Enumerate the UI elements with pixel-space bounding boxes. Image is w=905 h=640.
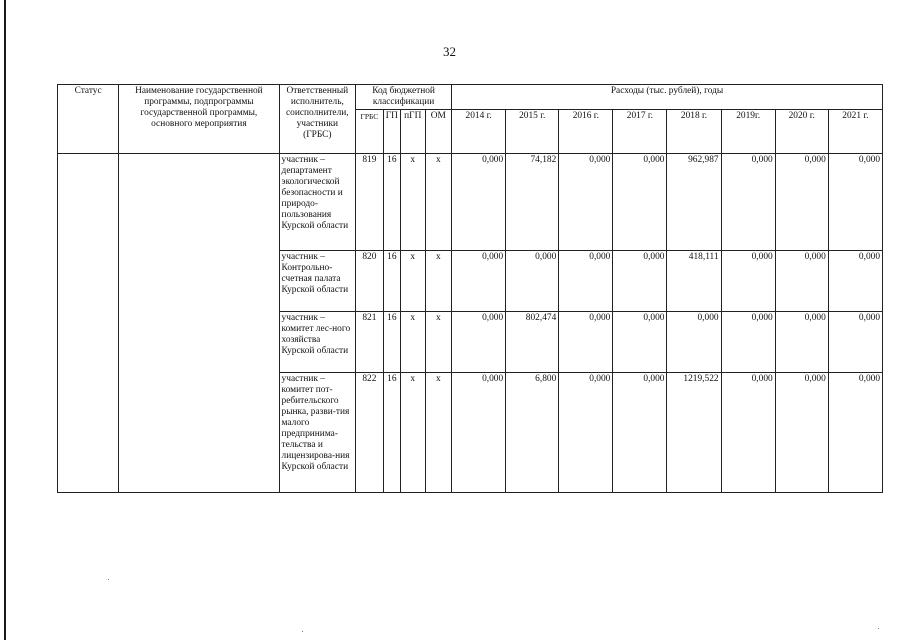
expense-cell: 0,000 [452,251,506,312]
expense-cell: 0,000 [506,251,559,312]
participant-cell: участник – департамент экологической безопасности и природо-пользования Курской области [279,154,356,251]
scan-speck [302,631,303,632]
participant-cell: участник – комитет лес-ного хозяйства Курской области [279,312,356,373]
header-year: 2017 г. [613,110,667,154]
pgp-cell: х [401,312,426,373]
scan-speck [108,579,109,580]
header-expenses: Расходы (тыс. рублей), годы [452,85,883,110]
expense-cell: 0,000 [613,251,667,312]
expense-cell: 0,000 [828,312,882,373]
header-year: 2021 г. [828,110,882,154]
header-gp: ГП [383,110,400,154]
scan-edge-line [4,0,6,640]
header-responsible: Ответственный исполнитель, соисполнители, участники (ГРБС) [279,85,356,154]
expense-cell: 0,000 [828,251,882,312]
budget-table [57,84,883,493]
expense-cell: 0,000 [828,154,882,251]
expense-cell: 0,000 [721,373,775,493]
expense-cell: 0,000 [452,154,506,251]
page-number: 32 [443,44,456,59]
header-status: Статус [58,85,119,154]
header-year: 2014 г. [452,110,506,154]
program-name-cell [119,154,279,493]
om-cell: х [425,154,452,251]
scan-speck [878,628,879,629]
header-budget-code: Код бюджетной классификации [356,85,452,110]
header-row [58,85,883,110]
grbs-cell: 819 [356,154,384,251]
expense-cell: 6,800 [506,373,559,493]
expense-cell: 0,000 [775,154,828,251]
expense-cell: 0,000 [559,251,613,312]
pgp-cell: х [401,154,426,251]
gp-cell: 16 [383,312,400,373]
header-year: 2016 г. [559,110,613,154]
expense-cell: 0,000 [452,373,506,493]
expense-cell: 0,000 [559,312,613,373]
participant-cell: участник – Контрольно-счетная палата Курской области [279,251,356,312]
header-year: 2018 г. [667,110,721,154]
participant-cell: участник – комитет пот-ребительского рынка, разви-тия малого предпринима-тельства и лицензирова-ния Курской области [279,373,356,493]
expense-cell: 0,000 [559,373,613,493]
expense-cell: 0,000 [721,251,775,312]
expense-cell: 1219,522 [667,373,721,493]
header-om: ОМ [425,110,452,154]
header-year: 2019г. [721,110,775,154]
expense-cell: 0,000 [613,373,667,493]
gp-cell: 16 [383,373,400,493]
expense-cell: 0,000 [613,312,667,373]
om-cell: х [425,251,452,312]
expense-cell: 0,000 [721,154,775,251]
pgp-cell: х [401,373,426,493]
expense-cell: 0,000 [775,373,828,493]
header-grbs: ГРБС [356,110,384,154]
expense-cell: 418,111 [667,251,721,312]
header-year: 2020 г. [775,110,828,154]
expense-cell: 0,000 [613,154,667,251]
expense-cell: 74,182 [506,154,559,251]
status-cell [58,154,119,493]
header-program-name: Наименование государственной программы, подпрограммы государственной программы, основного мероприятия [119,85,279,154]
table-body [58,154,883,493]
expense-cell: 0,000 [775,312,828,373]
grbs-cell: 820 [356,251,384,312]
expense-cell: 0,000 [667,312,721,373]
expense-cell: 962,987 [667,154,721,251]
header-pgp: пГП [401,110,426,154]
table-row [58,154,883,251]
om-cell: х [425,373,452,493]
pgp-cell: х [401,251,426,312]
expense-cell: 802,474 [506,312,559,373]
om-cell: х [425,312,452,373]
gp-cell: 16 [383,154,400,251]
grbs-cell: 822 [356,373,384,493]
table-header [58,85,883,154]
header-year: 2015 г. [506,110,559,154]
gp-cell: 16 [383,251,400,312]
expense-cell: 0,000 [559,154,613,251]
expense-cell: 0,000 [721,312,775,373]
expense-cell: 0,000 [452,312,506,373]
grbs-cell: 821 [356,312,384,373]
expense-cell: 0,000 [828,373,882,493]
expense-cell: 0,000 [775,251,828,312]
